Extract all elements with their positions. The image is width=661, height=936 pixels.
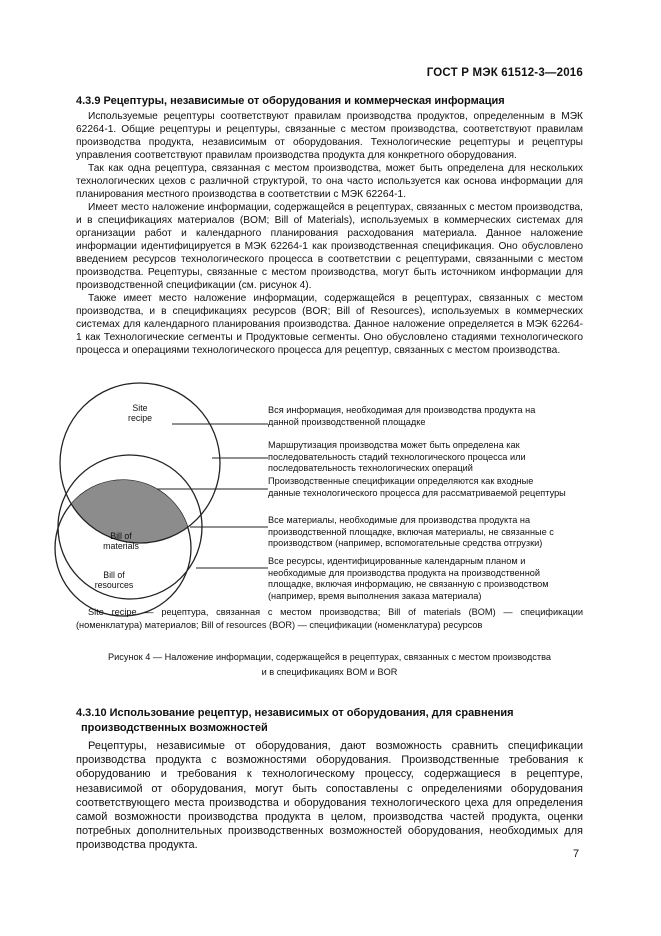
section-title-line-1: 4.3.10 Использование рецептур, независимых от оборудования, для сравнения: [76, 707, 514, 719]
figure-caption: [76, 650, 583, 680]
site-recipe-label-2: recipe: [128, 413, 152, 423]
annotation-routing: Маршрутизация производства может быть определена как последовательность стадий технологического процесса или последовательность технологических операций: [268, 440, 526, 474]
section-4-3-10-text: [76, 739, 583, 853]
figure-legend: Site recipe — рецептура, связанная с местом производства; Bill of materials (BOM) — спецификации (номенклатура) материалов; Bill of resources (BOR) — спецификации (номенклатура) ресурсов: [76, 607, 583, 630]
bom-label-1: Bill of: [110, 531, 132, 541]
bor-label-2: resources: [94, 580, 134, 590]
section-4-3-10-title: [76, 706, 596, 736]
document-header: ГОСТ Р МЭК 61512-3—2016: [426, 67, 583, 79]
paragraph: Так как одна рецептура, связанная с местом производства, может быть определена для нескольких технологических цехов с различной структурой, то она часто используется как основа информации для планирования местного производства в соответствии с МЭК 62264-1.: [76, 163, 583, 200]
site-recipe-label-1: Site: [132, 403, 148, 413]
section-title-line-2: производственных возможностей: [81, 722, 268, 734]
paragraph: Также имеет место наложение информации, содержащейся в рецептурах, связанных с местом производства, и в спецификациях ресурсов (BOR; Bill of Resources), используемых в коммерческих системах для календарного планирования производства. Данное наложение определяется в МЭК 62264-1 как Технологические сегменты и Продуктовые сегменты. Оно обусловлено стадиями технологического процесса и операциями технологического процесса для рецептур, связанных с местом производства.: [76, 293, 583, 356]
bom-label-2: materials: [103, 541, 139, 551]
bor-label-1: Bill of: [103, 570, 125, 580]
paragraph: Используемые рецептуры соответствуют правилам производства продуктов, определенным в МЭК 62264-1. Общие рецептуры и рецептуры, связанные с местом производства, соответствуют правилам производства продукта, независимым от оборудования. Технологические рецептуры и рецептуры управления соответствуют правилам производства продукта для конкретного оборудования.: [76, 111, 583, 161]
paragraph: Рецептуры, независимые от оборудования, дают возможность сравнить спецификации производства продукта с возможностями оборудования. Производственные требования к оборудованию и требования к технологическому процессу, содержащиеся в рецептуре, независимой от оборудования, могут быть сопоставлены с определениями оборудования соответствующего места производства и оборудования технологического цеха для определения самой возможности производства продукта в целом, производства частей продукта, оценки потребных дополнительных производственных возможностей оборудования, необходимых для производства продукта.: [76, 740, 583, 852]
annotation-bor: Все ресурсы, идентифицированные календарным планом и необходимые для производства продукта на производственной площадке, включая информацию, не связанную с производством (например, время выполнения заказа материала): [268, 556, 549, 601]
page-number: 7: [573, 848, 580, 860]
caption-line-1: Рисунок 4 — Наложение информации, содержащейся в рецептурах, связанных с местом производства: [108, 652, 551, 662]
annotation-bom: Все материалы, необходимые для производства продукта на производственной площадке, включая материалы, не связанные с производством (например, вспомогательные средства отгрузки): [268, 515, 554, 549]
paragraph: Имеет место наложение информации, содержащейся в рецептурах, связанных с местом производства, и в спецификациях материалов (BOM; Bill of Materials), используемых в коммерческих системах для организации работ и календарного планирования расходования материала. Данное наложение информации идентифицируется в МЭК 62264-1 как производственная спецификация. Оно обусловлено введением ресурсов технологического процесса в соответствии с рецептурами, связанными с местом производства. Рецептуры, связанные с местом производства, могут быть источником информации для производственной спецификации (см. рисунок 4).: [76, 202, 583, 291]
caption-line-2: и в спецификациях BOM и BOR: [261, 667, 398, 677]
section-4-3-9-title: 4.3.9 Рецептуры, независимые от оборудования и коммерческая информация: [76, 95, 505, 107]
annotation-site-recipe: Вся информация, необходимая для производства продукта на данной производственной площадке: [268, 405, 536, 427]
annotation-production-spec: Производственные спецификации определяются как входные данные технологического процесса для рассматриваемой рецептуры: [268, 476, 566, 498]
